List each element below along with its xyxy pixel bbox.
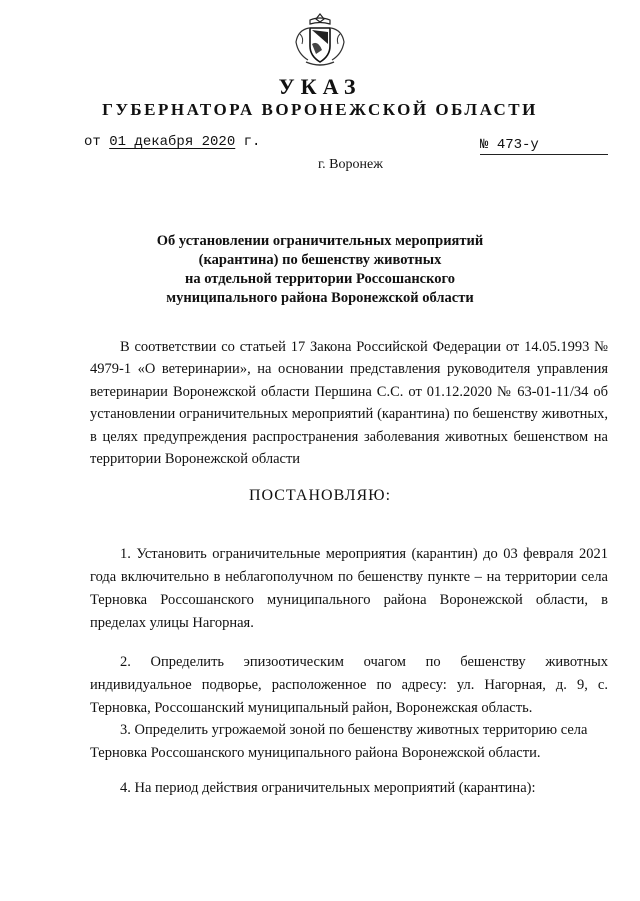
coat-of-arms-icon [288,10,352,70]
heading-line: на отдельной территории Россошанского [184,271,456,287]
decree-item-2: 2. Определить эпизоотическим очагом по бешенству животных индивидуальное подворье, расположенное по адресу: ул. Нагорная, д. 9, с. Терновка, Россошанский муниципальный район, Воронежская область. [90,654,608,716]
decree-word: ПОСТАНОВЛЯЮ: [248,487,392,504]
date-value: 01 декабря 2020 [109,134,236,150]
date-line [84,134,260,150]
document-heading [120,232,520,308]
preamble: В соответствии со статьей 17 Закона Российской Федерации от 14.05.1993 № 4979-1 «О ветеринарии», на основании представления руководителя управления ветеринарии Воронежской области Першина С.С. от 01.12.2020 № 63-01-11/34 об установлении ограничительных мероприятий (карантина) по бешенству животных, в целях предупреждения распространения заболевания животных бешенством на территории Воронежской области [90,339,608,468]
decree-item-3: 3. Определить угрожаемой зоной по бешенству животных территорию села Терновка Россошанского муниципального района Воронежской области. [90,722,588,761]
number-value: 473-у [496,137,539,153]
city: г. Воронеж [318,157,383,172]
date-suffix: г. [243,134,261,150]
document-type: УКАЗ [278,74,362,99]
number-line [480,137,608,155]
date-prefix: от [84,134,101,150]
heading-line: Об установлении ограничительных мероприятий [156,233,484,249]
issuer: ГУБЕРНАТОРА ВОРОНЕЖСКОЙ ОБЛАСТИ [102,100,538,119]
heading-line: (карантина) по бешенству животных [198,252,442,268]
number-prefix: № [480,137,489,153]
decree-item-1: 1. Установить ограничительные мероприятия (карантин) до 03 февраля 2021 года включительно в неблагополучном по бешенству пункте – на территории села Терновка Россошанского муниципального района Воронежской области, в пределах улицы Нагорная. [90,546,608,631]
heading-line: муниципального района Воронежской области [166,290,474,306]
decree-item-4: 4. На период действия ограничительных мероприятий (карантина): [120,780,536,796]
